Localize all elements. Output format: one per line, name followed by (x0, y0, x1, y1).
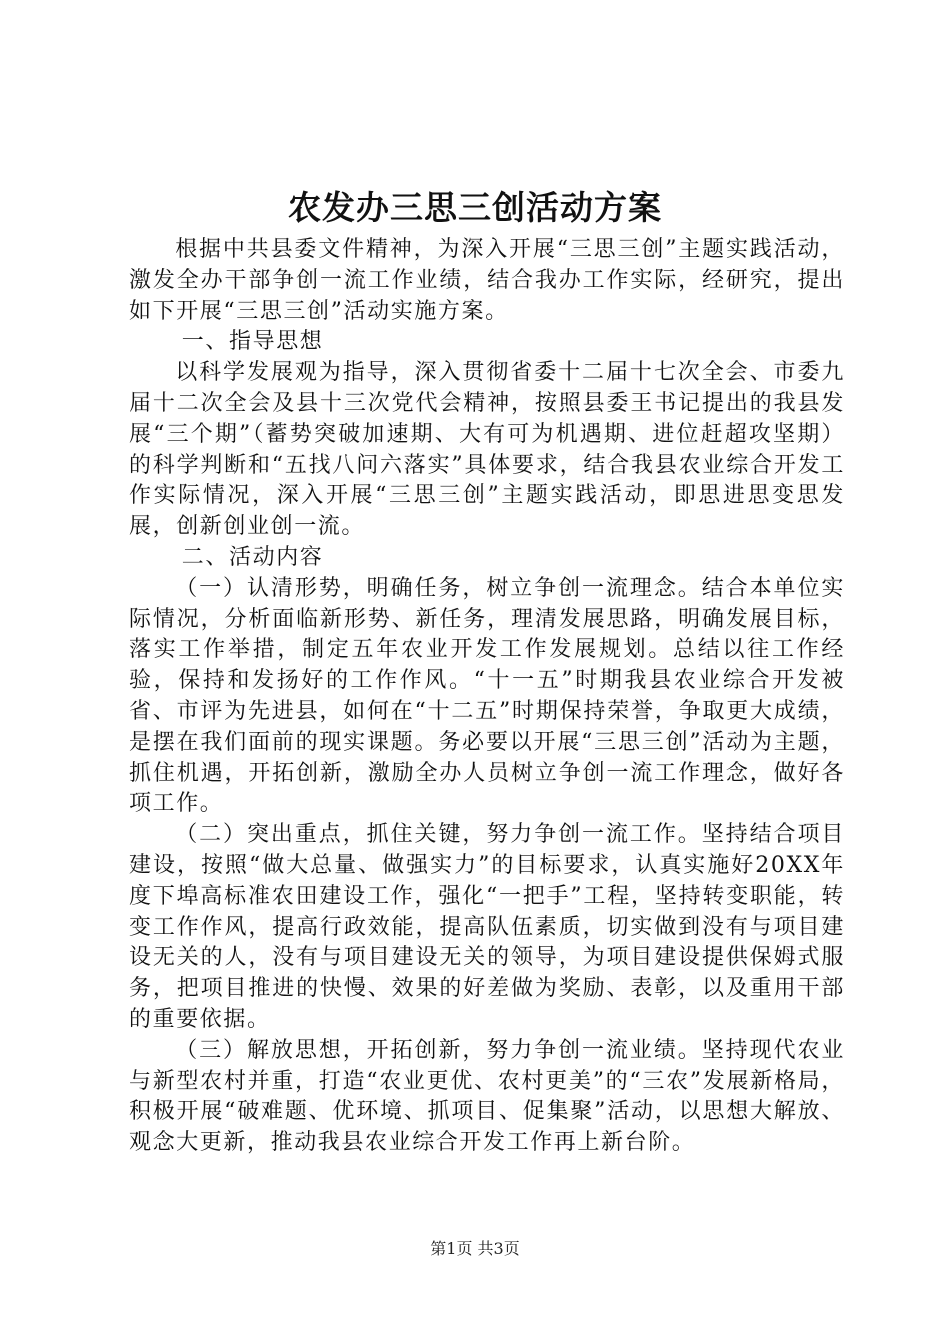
activity-item-3-paragraph: （三）解放思想，开拓创新，努力争创一流业绩。坚持现代农业与新型农村并重，打造“农业更优、农村更美”的“三农”发展新格局，积极开展“破难题、优环境、抓项目、促集聚”活动，以思想大解放、观念大更新，推动我县农业综合开发工作再上新台阶。 (129, 1037, 845, 1156)
activity-item-1-paragraph: （一）认清形势，明确任务，树立争创一流理念。结合本单位实际情况，分析面临新形势、新任务，理清发展思路，明确发展目标，落实工作举措，制定五年农业开发工作发展规划。总结以往工作经验，保持和发扬好的工作作风。“十一五”时期我县农业综合开发被省、市评为先进县，如何在“十二五”时期保持荣誉，争取更大成绩，是摆在我们面前的现实课题。务必要以开展“三思三创”活动为主题，抓住机遇，开拓创新，激励全办人员树立争创一流工作理念，做好各项工作。 (129, 575, 845, 817)
document-body (129, 235, 845, 1159)
section-heading-guiding-thought: 一、指导思想 (181, 329, 324, 355)
page-number-footer: 第1页 共3页 (430, 1239, 520, 1258)
activity-item-2-paragraph: （二）突出重点，抓住关键，努力争创一流工作。坚持结合项目建设，按照“做大总量、做强实力”的目标要求，认真实施好20XX年度下埠高标准农田建设工作，强化“一把手”工程，坚持转变职能，转变工作作风，提高行政效能，提高队伍素质，切实做到没有与项目建设无关的人，没有与项目建设无关的领导，为项目建设提供保姆式服务，把项目推进的快慢、效果的好差做为奖励、表彰，以及重用干部的重要依据。 (129, 822, 845, 1032)
document-title: 农发办三思三创活动方案 (288, 188, 662, 227)
intro-paragraph: 根据中共县委文件精神，为深入开展“三思三创”主题实践活动，激发全办干部争创一流工作业绩，结合我办工作实际，经研究，提出如下开展“三思三创”活动实施方案。 (129, 237, 845, 324)
guiding-thought-paragraph: 以科学发展观为指导，深入贯彻省委十二届十七次全会、市委九届十二次全会及县十三次党代会精神，按照县委王书记提出的我县发展“三个期”（蓄势突破加速期、大有可为机遇期、进位赶超攻坚期）的科学判断和“五找八问六落实”具体要求，结合我县农业综合开发工作实际情况，深入开展“三思三创”主题实践活动，即思进思变思发展，创新创业创一流。 (129, 360, 845, 540)
section-heading-activity-content: 二、活动内容 (181, 544, 324, 570)
